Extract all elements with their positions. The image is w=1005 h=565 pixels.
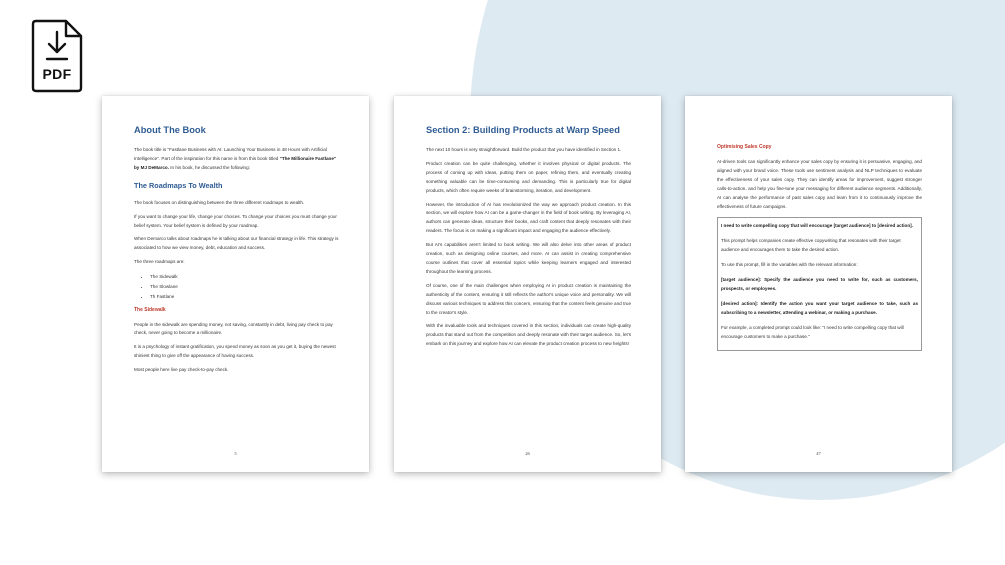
paragraph: When Demarco talks about roadmaps he is talking about our financial strategy in life. This strategy is associated to how we view money, debt, education and success. [134, 236, 339, 251]
list-item: • The Slowlane [150, 282, 339, 292]
prompt-text: I need to write compelling copy that will encourage [target audience] to [desired action]. [721, 223, 913, 229]
pdf-download-icon[interactable] [30, 18, 84, 94]
paragraph: Most people here live pay check-to-pay check. [134, 367, 229, 373]
paragraph: It is a psychology of instant gratification, you spend money as soon as you get it, buying the newest shiniest thing to give off the appearance of having success. [134, 344, 336, 359]
section-heading: Optimising Sales Copy [717, 144, 772, 150]
paragraph: The book focuses on distinguishing between the three different roadmaps to wealth. [134, 199, 305, 205]
page-number: 26 [525, 451, 530, 456]
pdf-label: PDF [42, 66, 72, 82]
paragraph: Of course, one of the main challenges when employing AI in product creation is maintaining the authenticity of the content, ensuring it still reflects the author's unique voice and personality. We will discuss various techniques to address this concern, ensuring that the content feels genuine and true to the creator's style. [426, 282, 631, 315]
list-item: • Th Fastlane [150, 292, 339, 302]
paragraph: With the invaluable tools and techniques covered in this section, individuals can create high-quality products that stand out from the competition and deeply resonate with their target audience. So, let's embark on this journey and explore how AI can elevate the product creation process to new heights! [426, 323, 631, 347]
paragraph: AI-driven tools can significantly enhance your sales copy by ensuring it is persuasive, engaging, and aligned with your brand voice. These tools use sentiment analysis and NLP techniques to evaluate the effectiveness of your sales copy. They can identify areas for improvement, suggest stronger calls-to-action, and help you fine-tune your messaging for different audience segments. Additionally, AI can analyse the performance of past sales copy and learn from it to continuously improve the effectiveness of future campaigns. [717, 159, 922, 209]
page-number: 47 [816, 451, 821, 456]
paragraph: Product creation can be quite challenging, whether it involves physical or digital products. The process of coming up with ideas, putting them on paper, refining them, and eventually creating something valuable can be time-consuming and demanding. This is particularly true for digital products, which often require weeks of brainstorming, iteration, and development. [426, 160, 631, 193]
page-preview-47 [685, 96, 952, 472]
page-preview-26 [394, 96, 661, 472]
subtitle: The Roadmaps To Wealth [134, 180, 223, 190]
paragraph: The three roadmaps are: [134, 259, 185, 265]
prompt-box [717, 217, 922, 350]
paragraph: If you want to change your life, change your choices. To change your choices you must change your belief system. Your belief system is defined by your roadmap. [134, 213, 337, 228]
page-title: About The Book [134, 125, 206, 135]
prompt-description: This prompt helps companies create effective copywriting that resonates with their target audience and encourages them to take the desired action. [721, 238, 901, 253]
prompt-instruction: To use this prompt, fill in the variables with the relevant information: [721, 262, 858, 268]
prompt-variable: [desired action]: Identify the action you want your target audience to take, such as subscribing to a newsletter, attending a webinar, or making a purchase. [721, 300, 918, 315]
page-preview-1 [102, 96, 369, 472]
paragraph: But AI's capabilities aren't limited to book writing. We will also delve into other areas of product creation, such as designing online courses, and more. AI can assist in creating comprehensive course outlines that cover all essential topics while keeping learners engaged and interested throughout the learning process. [426, 242, 631, 274]
page-number: 5 [234, 451, 237, 456]
list-item: • The Sidewalk [150, 272, 339, 282]
prompt-variable: [target audience]: Specify the audience you need to write for, such as customers, prospects, or employees. [721, 277, 918, 291]
section-heading: The Sidewalk [134, 306, 166, 313]
paragraph: The next 10 hours is very straightforward. Build the product that you have identified in Section 1. [426, 147, 622, 152]
page-title: Section 2: Building Products at Warp Speed [426, 125, 620, 135]
intro-paragraph: The book title is "Fastlane Business with AI: Launching Your Business in 48 Hours with Artificial Intelligence". Part of the inspiration for this name is from this book titled "The Millionaire Fastlane" by MJ DeMarco. In his book, he discussed the following: [134, 147, 337, 170]
paragraph: However, the introduction of AI has revolutionized the way we approach product creation. In this section, we will explore how AI can be a game-changer in the field of book writing. By leveraging AI, authors can generate ideas, structure their books, and craft content that deeply resonates with their readers. The focus is on making a significant impact and engaging the audience effectively. [426, 201, 631, 234]
roadmap-list [134, 272, 339, 301]
prompt-example: For example, a completed prompt could look like: "I need to write compelling copy that will encourage customers to make a purchase." [721, 324, 904, 339]
paragraph: People in the sidewalk are spending money, not saving, constantly in debt, living pay check to pay check, never going to become a millionaire. [134, 321, 333, 336]
